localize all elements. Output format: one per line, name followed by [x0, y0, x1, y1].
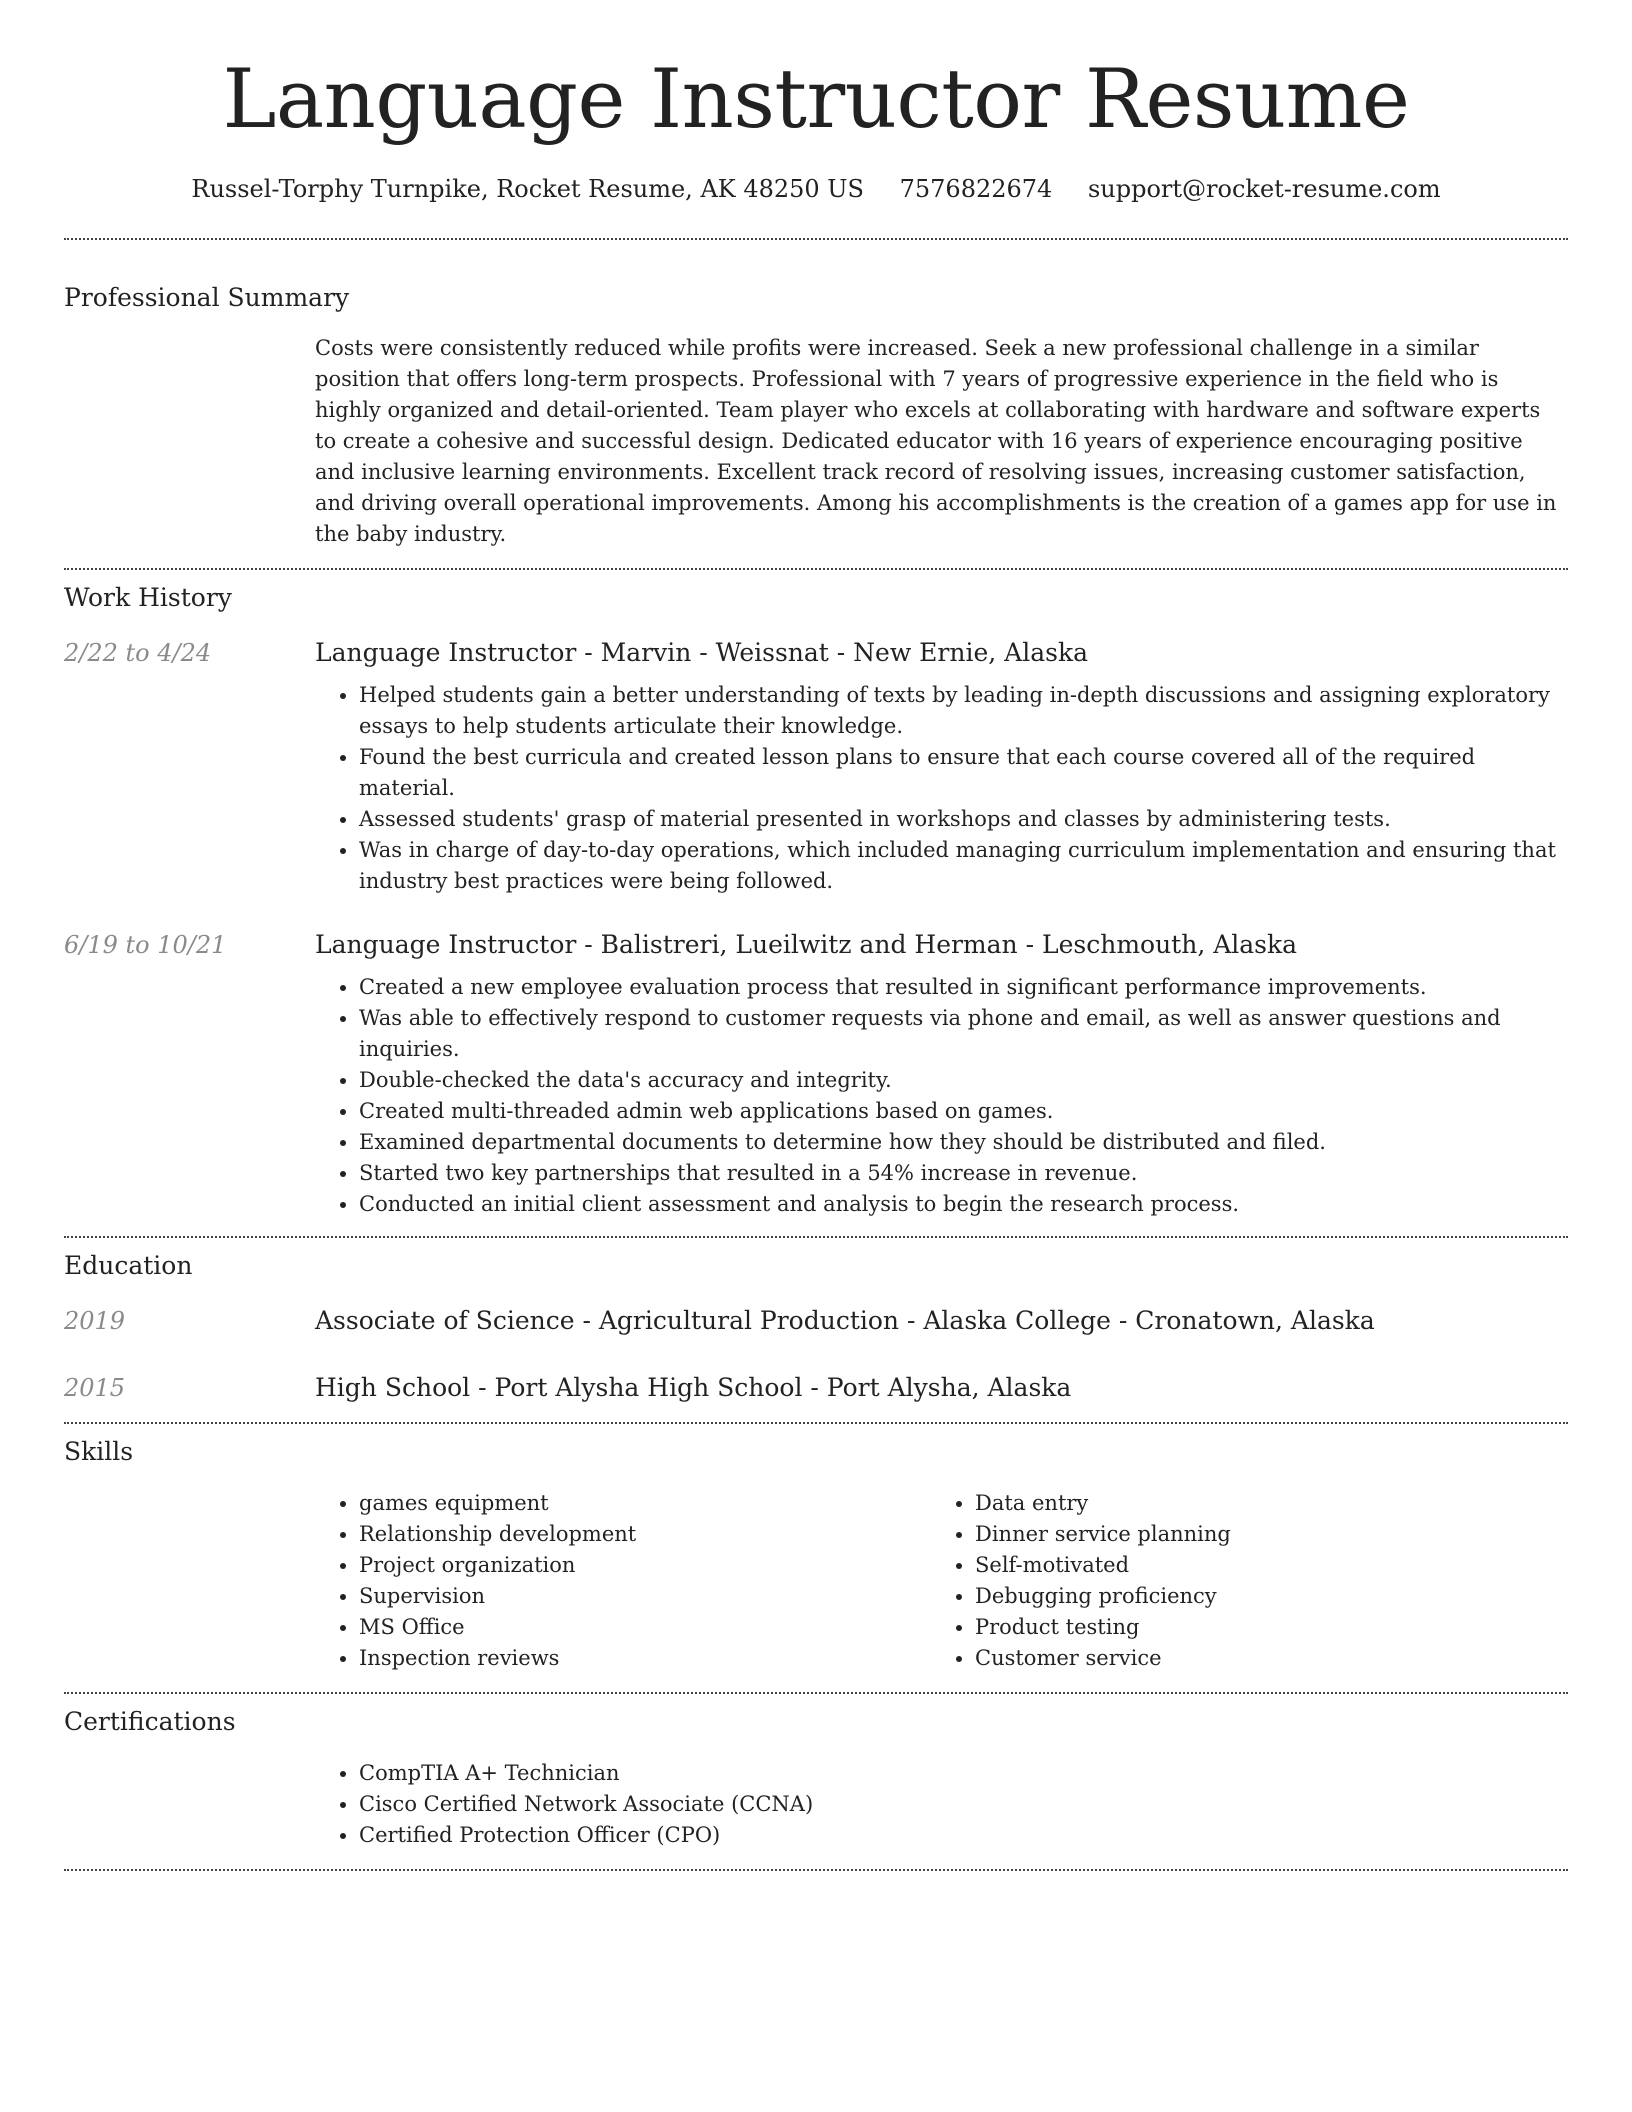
list-item: • Inspection reviews: [359, 1643, 931, 1674]
summary-text: Costs were consistently reduced while profits were increased. Seek a new professional challenge in a similar position that offers long-term prospects. Professional with 7 years of progressive experience in the field who is highly organized and detail-oriented. Team player who excels at collaborating with hardware and software experts to create a cohesive and successful design. Dedicated educator with 16 years of experience encouraging positive and inclusive learning environments. Excellent track record of resolving issues, increasing customer satisfaction, and driving overall operational improvements. Among his accomplishments is the creation of a games app for use in the baby industry.: [315, 336, 1557, 546]
divider: [64, 1869, 1568, 1871]
work-history-heading: Work History: [64, 583, 232, 612]
list-item: • games equipment: [359, 1488, 931, 1519]
job-title: Language Instructor - Marvin - Weissnat - New Ernie, Alaska: [315, 638, 1089, 667]
education-year: 2015: [64, 1374, 126, 1402]
list-item: • Helped students gain a better understanding of texts by leading in-depth discussions and assigning exploratory essays to help students articulate their knowledge.: [359, 680, 1568, 742]
list-item: • Conducted an initial client assessment and analysis to begin the research process.: [359, 1189, 1568, 1220]
list-item: • Supervision: [359, 1581, 931, 1612]
list-item: • Certified Protection Officer (CPO): [359, 1820, 1568, 1851]
certifications-heading: Certifications: [64, 1707, 236, 1736]
job-bullets: [315, 972, 1568, 1220]
skills-list: [315, 1488, 1540, 1674]
education-text: High School - Port Alysha High School - Port Alysha, Alaska: [315, 1373, 1072, 1402]
contact-phone: 7576822674: [899, 175, 1053, 203]
list-item: • Data entry: [975, 1488, 1540, 1519]
list-item: • Was able to effectively respond to customer requests via phone and email, as well as answer questions and inquiries.: [359, 1003, 1568, 1065]
list-item: • Created multi-threaded admin web applications based on games.: [359, 1096, 1568, 1127]
skills-column-left: [315, 1488, 931, 1674]
summary-heading: Professional Summary: [64, 283, 350, 312]
certifications-section: [64, 1694, 1568, 1851]
job-entry: [64, 636, 1568, 897]
list-item: • Created a new employee evaluation process that resulted in significant performance improvements.: [359, 972, 1568, 1003]
list-item: • Product testing: [975, 1612, 1540, 1643]
summary-section: [64, 240, 1568, 550]
education-text: Associate of Science - Agricultural Production - Alaska College - Cronatown, Alaska: [315, 1306, 1375, 1335]
list-item: • Dinner service planning: [975, 1519, 1540, 1550]
education-year: 2019: [64, 1307, 126, 1335]
list-item: • Double-checked the data's accuracy and integrity.: [359, 1065, 1568, 1096]
contact-address: Russel-Torphy Turnpike, Rocket Resume, AK 48250 US: [191, 175, 864, 203]
resume-page: [64, 0, 1568, 1871]
list-item: • Relationship development: [359, 1519, 931, 1550]
certifications-list: [315, 1758, 1568, 1851]
list-item: • Project organization: [359, 1550, 931, 1581]
list-item: • Started two key partnerships that resulted in a 54% increase in revenue.: [359, 1158, 1568, 1189]
job-dates: 6/19 to 10/21: [64, 931, 227, 959]
skills-section: [64, 1424, 1568, 1674]
job-title: Language Instructor - Balistreri, Lueilwitz and Herman - Leschmouth, Alaska: [315, 930, 1298, 959]
list-item: • MS Office: [359, 1612, 931, 1643]
list-item: • Assessed students' grasp of material presented in workshops and classes by administering tests.: [359, 804, 1568, 835]
work-history-section: [64, 570, 1568, 1220]
list-item: • Examined departmental documents to determine how they should be distributed and filed.: [359, 1127, 1568, 1158]
list-item: • Found the best curricula and created lesson plans to ensure that each course covered all of the required material.: [359, 742, 1568, 804]
list-item: • CompTIA A+ Technician: [359, 1758, 1568, 1789]
list-item: • Customer service: [975, 1643, 1540, 1674]
job-entry: [64, 928, 1568, 1220]
contact-line: [64, 172, 1568, 206]
skills-heading: Skills: [64, 1437, 134, 1466]
education-heading: Education: [64, 1251, 193, 1280]
education-section: [64, 1238, 1568, 1405]
job-bullets: [315, 680, 1568, 897]
list-item: • Self-motivated: [975, 1550, 1540, 1581]
list-item: • Was in charge of day-to-day operations, which included managing curriculum implementation and ensuring that industry best practices were being followed.: [359, 835, 1568, 897]
education-entry: [64, 1371, 1568, 1405]
list-item: • Cisco Certified Network Associate (CCNA): [359, 1789, 1568, 1820]
job-dates: 2/22 to 4/24: [64, 639, 212, 667]
skills-column-right: [931, 1488, 1540, 1674]
education-entry: [64, 1304, 1568, 1338]
resume-title: Language Instructor Resume: [222, 53, 1410, 147]
contact-email: support@rocket-resume.com: [1087, 175, 1441, 203]
list-item: • Debugging proficiency: [975, 1581, 1540, 1612]
